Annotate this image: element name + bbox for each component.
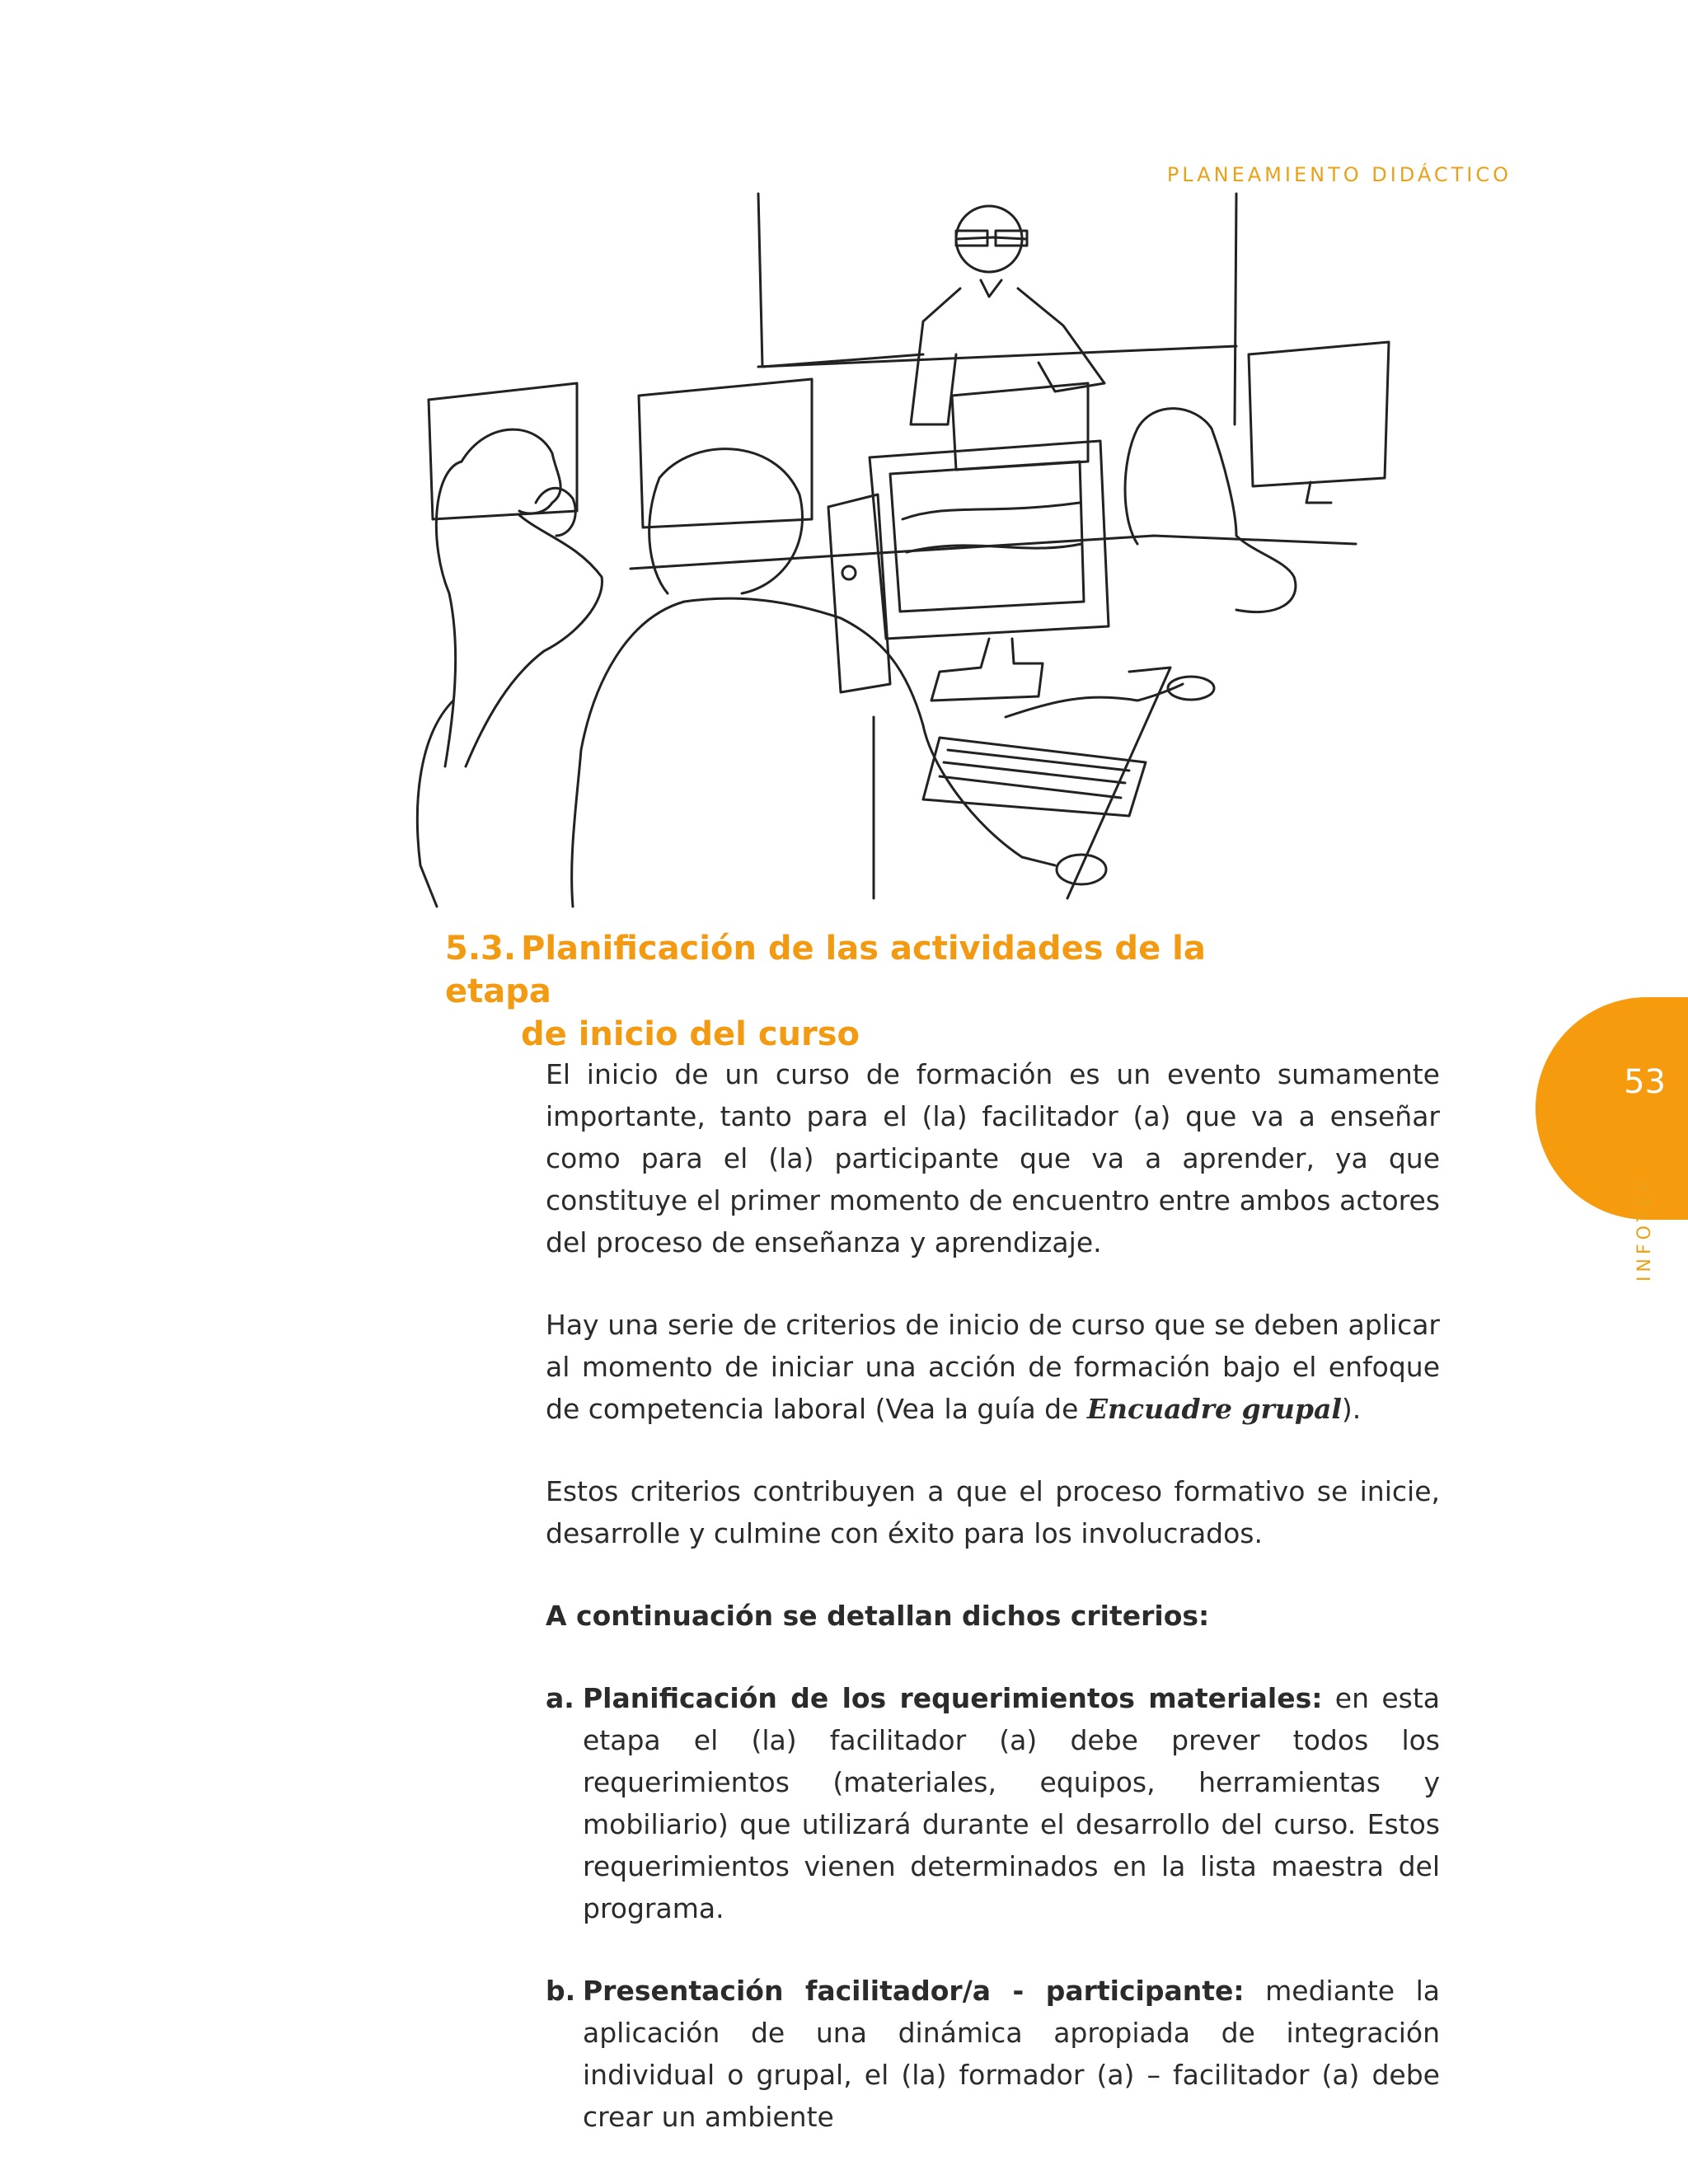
list-marker: a. (546, 1682, 574, 1714)
list-item-text: en esta etapa el (la) facilitador (a) debe prever todos los requerimientos (materiales, equipos, herramientas y mobiliario) que utilizará durante el desarrollo del curso. Estos requerimientos vienen determinados en la lista maestra del programa. (583, 1682, 1440, 1924)
list-item (546, 1970, 1440, 2138)
criteria-subheading: A continuación se detallan dichos criterios: (546, 1600, 1210, 1632)
page-tab (1536, 997, 1688, 1220)
running-header: PLANEAMIENTO DIDÁCTICO (1166, 163, 1512, 186)
list-marker: b. (546, 1975, 576, 2007)
paragraph-text: Hay una serie de criterios de inicio de curso que se deben aplicar al momento de iniciar una acción de formación bajo el enfoque de competencia laboral (Vea la guía de (546, 1309, 1440, 1425)
section-title-line1: Planificación de las actividades de la etapa (445, 930, 1206, 1010)
paragraph: El inicio de un curso de formación es un evento sumamente importante, tanto para el (la) facilitador (a) que va a enseñar como para el (la) participante que va a aprender, ya que constituye el primer momento de encuentro entre ambos actores del proceso de enseñanza y aprendizaje. (546, 1058, 1440, 1258)
paragraph (546, 1304, 1440, 1430)
page-number: 53 (1624, 1063, 1666, 1101)
list-item (546, 1677, 1440, 1929)
list-item-lead: Presentación facilitador/a - participante: (583, 1975, 1245, 2007)
section-heading (445, 927, 1269, 1056)
classroom-illustration (412, 190, 1393, 915)
paragraph: Estos criterios contribuyen a que el proceso formativo se inicie, desarrolle y culmine con éxito para los involucrados. (546, 1475, 1440, 1549)
publisher-label: INFOTEP (1634, 1175, 1655, 1282)
guide-title-emphasis: Encuadre grupal (1086, 1393, 1342, 1425)
body-text (546, 1053, 1440, 2178)
section-title-line2: de inicio del curso (521, 1015, 860, 1053)
list-item-lead: Planificación de los requerimientos materiales: (583, 1682, 1323, 1714)
section-number: 5.3. (445, 930, 517, 968)
paragraph-text: ). (1341, 1393, 1362, 1425)
list-item-text: mediante la aplicación de una dinámica apropiada de integración individual o grupal, el (la) formador (a) – facilitador (a) debe crear un ambiente (583, 1975, 1440, 2133)
